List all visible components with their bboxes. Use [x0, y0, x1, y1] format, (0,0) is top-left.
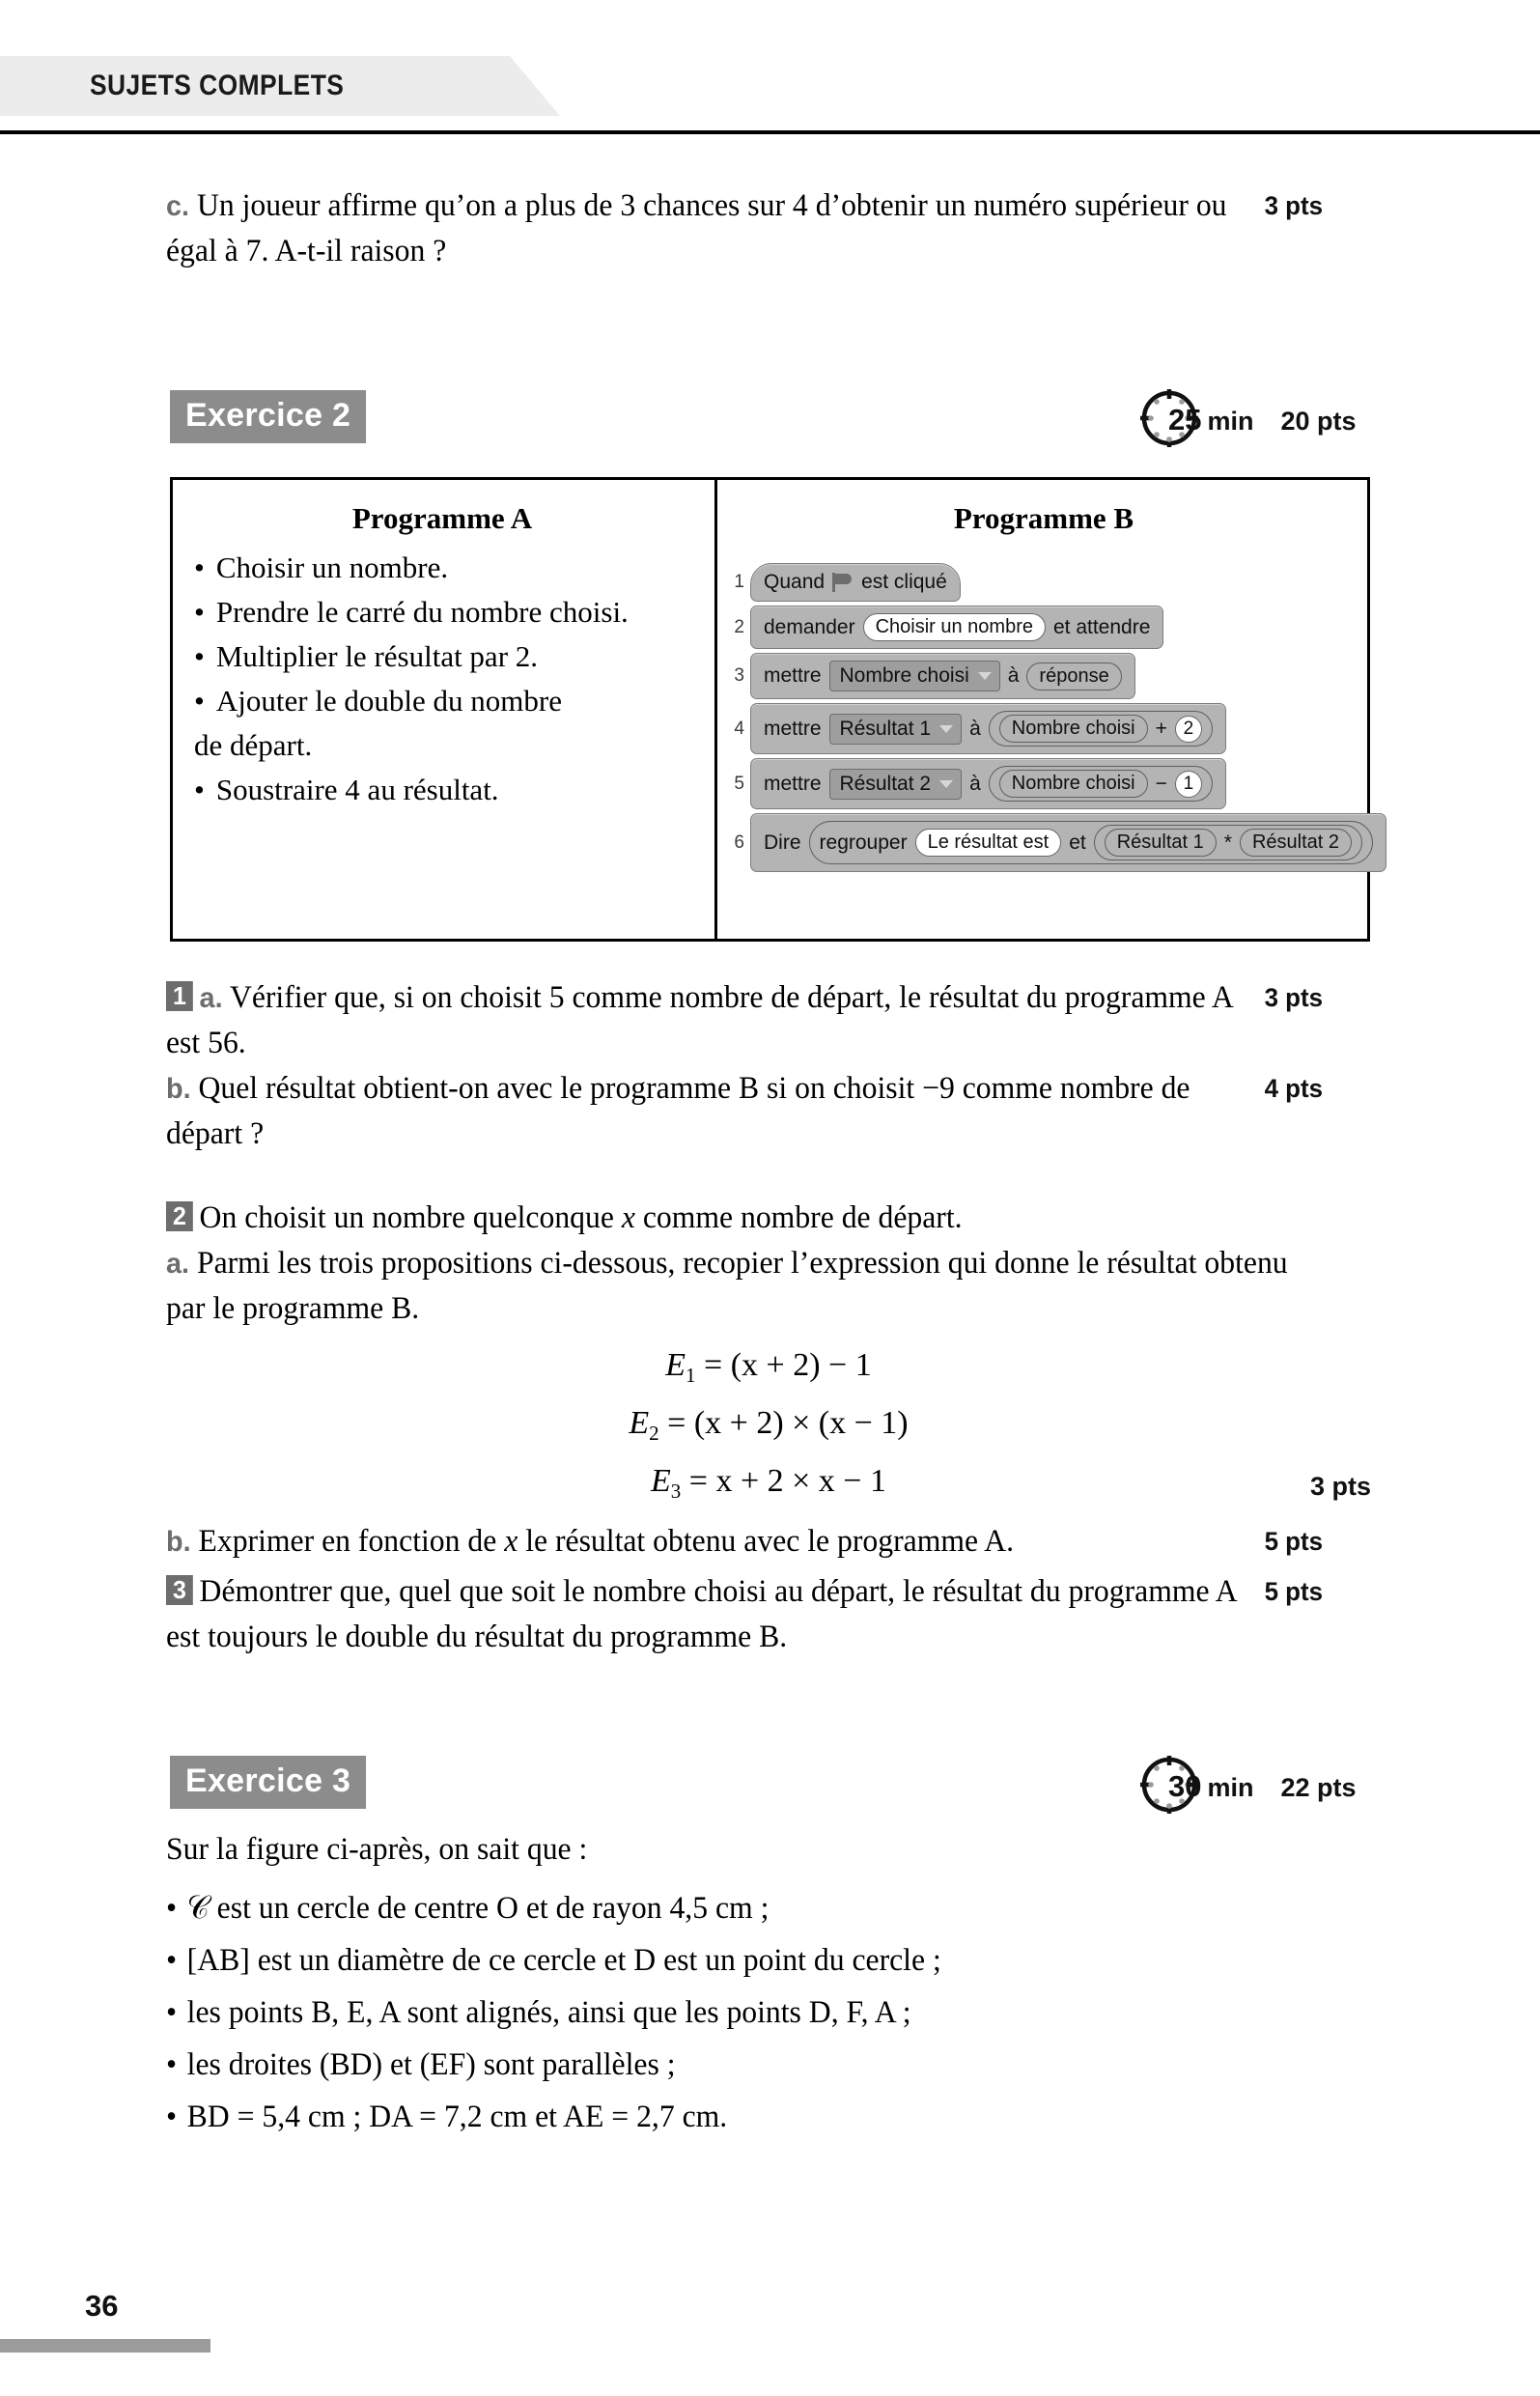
equation-e2 [166, 1399, 1371, 1457]
programme-b [717, 480, 1370, 536]
chevron-down-icon [978, 672, 992, 680]
block-text: mettre [764, 717, 822, 740]
question-1a-text: Vérifier que, si on choisit 5 comme nombre de départ, le résultat du programme A est 56. [166, 980, 1233, 1060]
operator-symbol: − [1155, 772, 1167, 795]
question-2a-points: 3 pts [1309, 1472, 1371, 1501]
join-text-field[interactable]: Le résultat est [915, 829, 1062, 857]
block-text: et attendre [1052, 615, 1151, 638]
list-item: • Soustraire 4 au résultat. [194, 768, 698, 812]
question-3-points: 5 pts [1264, 1577, 1324, 1606]
scratch-block-row [723, 813, 1368, 872]
question-1b [166, 1066, 1323, 1157]
operator-symbol: + [1155, 717, 1167, 740]
scratch-block-row [723, 653, 1368, 699]
scratch-block-row [723, 703, 1368, 754]
programmes-box [170, 477, 1370, 942]
block-text: mettre [764, 664, 822, 687]
scratch-block-number: 4 [734, 718, 744, 739]
exercise-2-title: Exercice 2 [170, 390, 366, 443]
exercise-3-duration-unit: min [1207, 1773, 1254, 1802]
scratch-block-number: 1 [734, 572, 744, 592]
equation-rhs: = x + 2 × x − 1 [688, 1463, 886, 1499]
equation-subscript: 2 [649, 1422, 659, 1445]
scratch-block-set-variable[interactable] [750, 758, 1226, 809]
programmes-divider [714, 480, 717, 939]
block-text: à [969, 772, 981, 795]
list-item-continuation: de départ. [194, 728, 313, 762]
equations-group [166, 1341, 1371, 1515]
exercise-3-duration: 30 [1168, 1769, 1202, 1803]
equation-name: E [665, 1347, 686, 1383]
equation-subscript: 1 [686, 1364, 696, 1387]
equation-rhs: = (x + 2) × (x − 1) [667, 1405, 909, 1441]
block-text: Dire [764, 831, 801, 854]
intro-text: Un joueur affirme qu’on a plus de 3 chances sur 4 d’obtenir un numéro supérieur ou égal à 7. A-t-il raison ? [166, 188, 1227, 268]
block-text: demander [764, 615, 855, 638]
block-text: mettre [764, 772, 822, 795]
block-text: regrouper [819, 831, 908, 854]
chevron-down-icon [939, 780, 953, 788]
equation-e1 [166, 1341, 1371, 1399]
variable-name: Nombre choisi [839, 664, 969, 687]
variable-dropdown[interactable] [829, 769, 963, 800]
variable-dropdown[interactable] [829, 661, 1000, 691]
exercise-2-duration-unit: min [1207, 407, 1254, 436]
exercise-3-points: 22 pts [1280, 1773, 1357, 1802]
question-number-badge: 3 [166, 1575, 193, 1605]
question-1a [166, 975, 1323, 1066]
list-item: • [AB] est un diamètre de ce cercle et D est un point du cercle ; [166, 1934, 1323, 1987]
green-flag-icon [832, 573, 854, 592]
list-item: • BD = 5,4 cm ; DA = 7,2 cm et AE = 2,7 cm. [166, 2091, 1323, 2143]
question-1a-label: a. [199, 982, 223, 1014]
scratch-block-row [723, 758, 1368, 809]
question-1b-points: 4 pts [1264, 1074, 1324, 1103]
programme-a [173, 480, 712, 812]
scratch-block-number: 2 [734, 616, 744, 637]
exercise-3-conditions [166, 1882, 1323, 2143]
list-item: • Choisir un nombre. [194, 546, 698, 590]
question-2-intro [166, 1196, 1323, 1241]
operator-block-join[interactable] [809, 821, 1374, 864]
block-text: à [969, 717, 981, 740]
exercise-2-duration: 25 [1168, 403, 1202, 437]
equation-subscript: 3 [670, 1480, 682, 1503]
equation-rhs: = (x + 2) − 1 [704, 1347, 872, 1383]
scratch-block-row [723, 606, 1368, 649]
programme-a-steps [173, 546, 712, 812]
list-item: • 𝒞 est un cercle de centre O et de rayon 4,5 cm ; [166, 1882, 1323, 1934]
operand-variable[interactable]: Résultat 2 [1240, 829, 1352, 857]
equation-name: E [629, 1405, 650, 1441]
question-2b-post: le résultat obtenu avec le programme A. [518, 1524, 1015, 1559]
exercise-3-title: Exercice 3 [170, 1756, 366, 1809]
question-2a [166, 1241, 1323, 1332]
operator-block-add[interactable] [989, 711, 1213, 747]
question-2a-label: a. [166, 1248, 190, 1280]
page-number: 36 [85, 2289, 119, 2323]
operator-block-subtract[interactable] [989, 766, 1213, 802]
list-item: • les points B, E, A sont alignés, ainsi que les points D, F, A ; [166, 1987, 1323, 2039]
scratch-block-number: 6 [734, 832, 744, 853]
question-3-text: Démontrer que, quel que soit le nombre choisi au départ, le résultat du programme A est toujours le double du résultat du programme B. [166, 1574, 1236, 1654]
question-2b-pre: Exprimer en fonction de [198, 1524, 505, 1559]
question-3 [166, 1569, 1323, 1660]
equation-e3 [166, 1457, 1371, 1515]
exercise-2-points: 20 pts [1280, 407, 1357, 436]
question-2a-text: Parmi les trois propositions ci-dessous, recopier l’expression qui donne le résultat obtenu par le programme B. [166, 1246, 1288, 1326]
list-item: • Multiplier le résultat par 2. [194, 634, 698, 679]
variable-x: x [504, 1524, 518, 1559]
programme-a-title: Programme A [351, 501, 533, 535]
question-number-badge: 1 [166, 981, 193, 1011]
operand-variable[interactable]: Résultat 1 [1105, 829, 1217, 857]
question-number-badge: 2 [166, 1201, 193, 1231]
variable-name: Résultat 2 [839, 772, 932, 795]
question-2b [166, 1519, 1323, 1564]
block-text: Quand [764, 571, 826, 593]
question-1b-text: Quel résultat obtient-on avec le programme B si on choisit −9 comme nombre de départ ? [166, 1071, 1190, 1151]
operand-variable[interactable]: Nombre choisi [999, 715, 1148, 743]
exercise-3-meta [1168, 1769, 1357, 1804]
scratch-block-row [723, 563, 1368, 602]
operand-variable[interactable]: Nombre choisi [999, 770, 1148, 798]
question-1b-label: b. [166, 1073, 191, 1105]
list-item: • Ajouter le double du nombre [194, 679, 698, 723]
exercise-3-lead: Sur la figure ci-après, on sait que : [166, 1832, 588, 1867]
variable-x: x [621, 1200, 635, 1235]
programme-b-title: Programme B [953, 501, 1134, 535]
list-item: • les droites (BD) et (EF) sont parallèles ; [166, 2039, 1323, 2091]
block-text: à [1007, 664, 1020, 687]
exercise-2-meta [1168, 403, 1357, 437]
scratch-block-say[interactable] [750, 813, 1386, 872]
scratch-block-number: 5 [734, 773, 744, 794]
operand-number[interactable]: 2 [1175, 716, 1202, 743]
intro-points: 3 pts [1264, 191, 1324, 220]
operator-symbol: * [1223, 831, 1232, 854]
question-2b-points: 5 pts [1264, 1527, 1324, 1556]
scratch-block-ask-and-wait[interactable] [750, 606, 1163, 649]
footer-bar [0, 2339, 210, 2353]
intro-paragraph [166, 183, 1323, 274]
ask-prompt-field[interactable]: Choisir un nombre [863, 613, 1046, 641]
scratch-block-set-variable[interactable] [750, 703, 1226, 754]
question-2-intro-post: comme nombre de départ. [634, 1200, 963, 1235]
scratch-block-number: 3 [734, 665, 744, 686]
block-text: est cliqué [861, 571, 947, 593]
chevron-down-icon [939, 725, 953, 733]
question-2b-label: b. [166, 1526, 191, 1558]
question-1a-points: 3 pts [1264, 983, 1324, 1012]
header-divider [0, 130, 1540, 134]
variable-dropdown[interactable] [829, 714, 963, 745]
operand-number[interactable]: 1 [1175, 771, 1202, 798]
scratch-script [723, 563, 1368, 876]
reporter-answer[interactable]: réponse [1026, 662, 1121, 691]
variable-name: Résultat 1 [839, 717, 932, 740]
equation-name: E [651, 1463, 671, 1499]
scratch-block-set-variable[interactable] [750, 653, 1135, 699]
operator-block-multiply[interactable] [1094, 825, 1362, 860]
scratch-block-when-flag-clicked[interactable] [750, 563, 961, 602]
list-item: • Prendre le carré du nombre choisi. [194, 590, 698, 634]
question-2-intro-pre: On choisit un nombre quelconque [199, 1200, 622, 1235]
page-title: SUJETS COMPLETS [90, 70, 345, 101]
intro-label: c. [166, 190, 190, 222]
block-text: et [1069, 831, 1086, 854]
